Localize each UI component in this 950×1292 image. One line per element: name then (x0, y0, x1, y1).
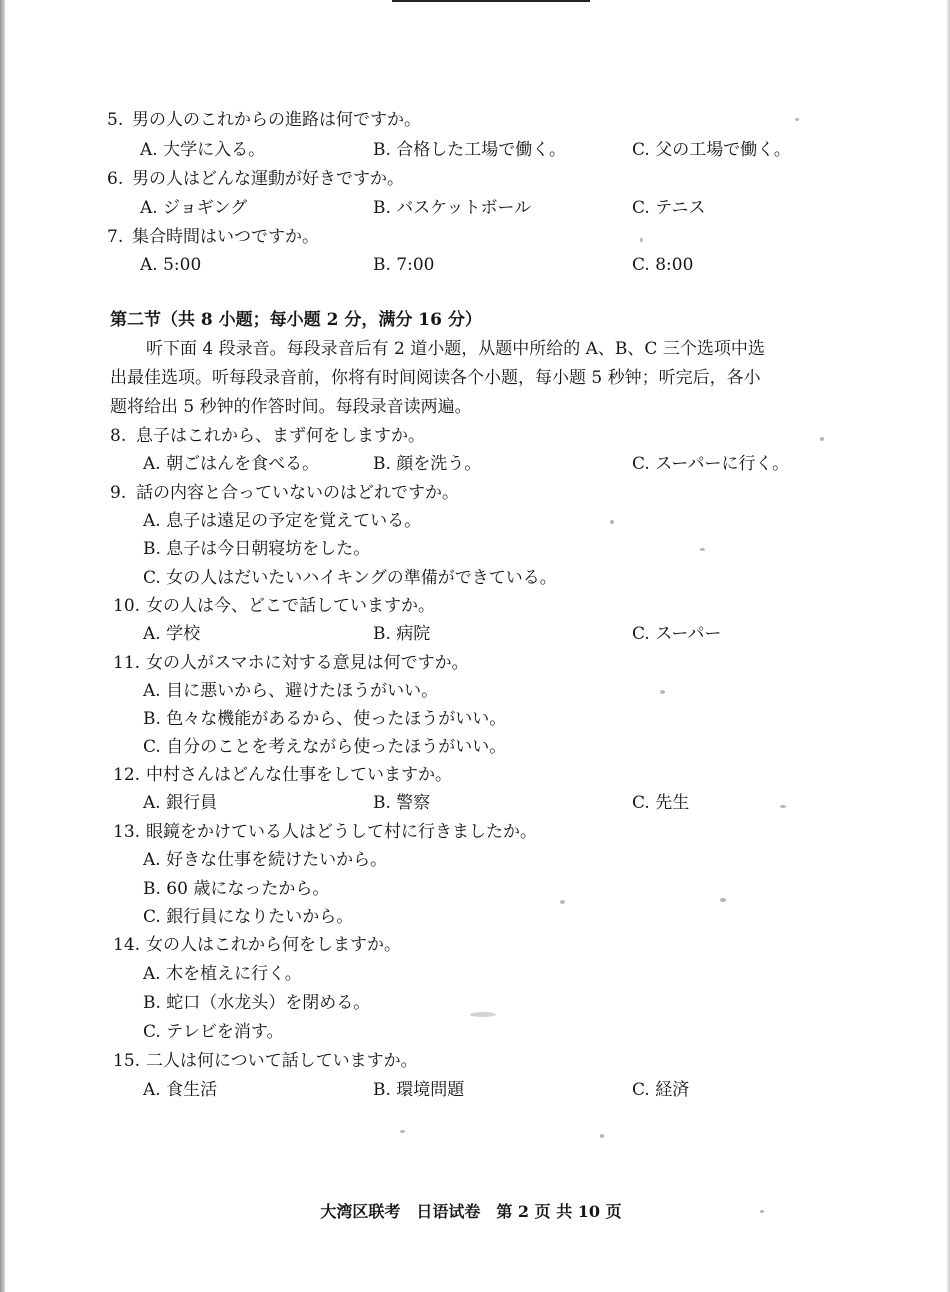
question-14-text: 女の人はこれから何をしますか。 (146, 935, 401, 955)
question-11-option-b (0, 705, 950, 733)
option-a[interactable]: A. 5:00 (140, 255, 202, 275)
question-11-number: 11. (113, 653, 141, 673)
option-b[interactable]: B. 蛇口（水龙头）を閉める。 (143, 993, 371, 1013)
question-12 (0, 761, 950, 789)
question-15 (0, 1047, 950, 1075)
question-11-option-a (0, 677, 950, 705)
question-6-options (0, 194, 950, 222)
question-7 (0, 223, 950, 251)
option-c[interactable]: C. 父の工場で働く。 (632, 140, 791, 160)
scan-speck (640, 238, 643, 242)
question-5-text: 男の人のこれからの進路は何ですか。 (132, 110, 421, 130)
option-c[interactable]: C. スーパー (632, 624, 722, 644)
option-b[interactable]: B. 環境問題 (373, 1080, 465, 1100)
question-9-option-b (0, 535, 950, 563)
option-b[interactable]: B. 病院 (373, 624, 431, 644)
option-b[interactable]: B. 7:00 (373, 255, 435, 275)
option-c[interactable]: C. テレビを消す。 (143, 1022, 284, 1042)
option-c[interactable]: C. スーパーに行く。 (632, 454, 790, 474)
instruction-line-1: 听下面 4 段录音。每段录音后有 2 道小题，从题中所给的 A、B、C 三个选项中选 (146, 339, 765, 359)
top-rule (392, 0, 590, 2)
scan-speck (700, 548, 705, 551)
scan-speck (795, 118, 799, 121)
question-8 (0, 422, 950, 450)
option-a[interactable]: A. 大学に入る。 (140, 140, 266, 160)
option-c[interactable]: C. 先生 (632, 793, 690, 813)
question-12-text: 中村さんはどんな仕事をしていますか。 (146, 765, 452, 785)
question-10 (0, 592, 950, 620)
scan-speck (610, 520, 614, 524)
question-6 (0, 165, 950, 193)
question-15-number: 15. (113, 1051, 141, 1071)
question-14-number: 14. (113, 935, 141, 955)
question-11-text: 女の人がスマホに対する意見は何ですか。 (146, 653, 469, 673)
question-5 (0, 106, 950, 134)
question-13-option-b (0, 875, 950, 903)
question-11-option-c (0, 733, 950, 761)
question-12-number: 12. (113, 765, 141, 785)
question-10-number: 10. (113, 596, 141, 616)
question-5-number: 5. (107, 110, 124, 130)
scan-speck (560, 900, 565, 904)
question-9-number: 9. (110, 483, 127, 503)
question-10-options (0, 620, 950, 648)
scan-speck (820, 437, 824, 441)
option-c[interactable]: C. 8:00 (632, 255, 694, 275)
question-6-number: 6. (107, 169, 124, 189)
question-15-text: 二人は何について話していますか。 (146, 1051, 418, 1071)
page-footer: 大湾区联考 日语试卷 第 2 页 共 10 页 (320, 1202, 622, 1221)
option-b[interactable]: B. 60 歳になったから。 (143, 879, 330, 899)
option-c[interactable]: C. 経済 (632, 1080, 690, 1100)
question-9-option-c (0, 564, 950, 592)
question-10-text: 女の人は今、どこで話していますか。 (146, 596, 435, 616)
question-6-text: 男の人はどんな運動が好きですか。 (132, 169, 404, 189)
option-c[interactable]: C. 自分のことを考えながら使ったほうがいい。 (143, 737, 507, 757)
question-7-options (0, 251, 950, 279)
question-9 (0, 479, 950, 507)
section-heading: 第二节（共 8 小题；每小题 2 分，满分 16 分） (110, 310, 482, 330)
question-9-text: 話の内容と合っていないのはどれですか。 (136, 483, 459, 503)
option-b[interactable]: B. 色々な機能があるから、使ったほうがいい。 (143, 709, 507, 729)
option-b[interactable]: B. 息子は今日朝寝坊をした。 (143, 539, 371, 559)
option-b[interactable]: B. 合格した工場で働く。 (373, 140, 566, 160)
question-8-text: 息子はこれから、まず何をしますか。 (136, 426, 425, 446)
option-a[interactable]: A. 木を植えに行く。 (143, 964, 302, 984)
scan-speck (720, 898, 726, 902)
option-c[interactable]: C. 銀行員になりたいから。 (143, 907, 354, 927)
option-b[interactable]: B. 警察 (373, 793, 431, 813)
question-8-number: 8. (110, 426, 127, 446)
option-a[interactable]: A. 食生活 (143, 1080, 218, 1100)
scan-speck (400, 1130, 405, 1133)
question-7-text: 集合時間はいつですか。 (132, 227, 319, 247)
option-c[interactable]: C. テニス (632, 198, 706, 218)
question-13-number: 13. (113, 822, 141, 842)
question-13-text: 眼鏡をかけている人はどうして村に行きましたか。 (146, 822, 537, 842)
option-a[interactable]: A. 銀行員 (143, 793, 218, 813)
option-a[interactable]: A. 目に悪いから、避けたほうがいい。 (143, 681, 439, 701)
question-13-option-a (0, 846, 950, 874)
option-a[interactable]: A. 好きな仕事を続けたいから。 (143, 850, 388, 870)
question-12-options (0, 789, 950, 817)
scan-speck (660, 690, 665, 694)
question-13 (0, 818, 950, 846)
option-c[interactable]: C. 女の人はだいたいハイキングの準備ができている。 (143, 568, 557, 588)
option-a[interactable]: A. ジョギング (140, 198, 248, 218)
question-9-option-a (0, 507, 950, 535)
question-7-number: 7. (107, 227, 124, 247)
option-a[interactable]: A. 学校 (143, 624, 201, 644)
question-14 (0, 931, 950, 959)
instruction-line-2: 出最佳选项。听每段录音前，你将有时间阅读各个小题，每小题 5 秒钟；听完后，各小 (110, 368, 761, 388)
question-11 (0, 649, 950, 677)
option-b[interactable]: B. 顔を洗う。 (373, 454, 482, 474)
option-a[interactable]: A. 息子は遠足の予定を覚えている。 (143, 511, 422, 531)
option-b[interactable]: B. バスケットボール (373, 198, 532, 218)
scan-speck (600, 1134, 604, 1138)
instruction-line-3: 题将给出 5 秒钟的作答时间。每段录音读两遍。 (110, 397, 472, 417)
scan-speck (760, 1210, 764, 1213)
question-15-options (0, 1076, 950, 1104)
question-8-options (0, 450, 950, 478)
question-5-options (0, 136, 950, 164)
option-a[interactable]: A. 朝ごはんを食べる。 (143, 454, 320, 474)
scan-speck (470, 1012, 496, 1017)
question-13-option-c (0, 903, 950, 931)
scan-speck (780, 805, 786, 808)
question-14-option-c (0, 1018, 950, 1046)
question-14-option-a (0, 960, 950, 988)
